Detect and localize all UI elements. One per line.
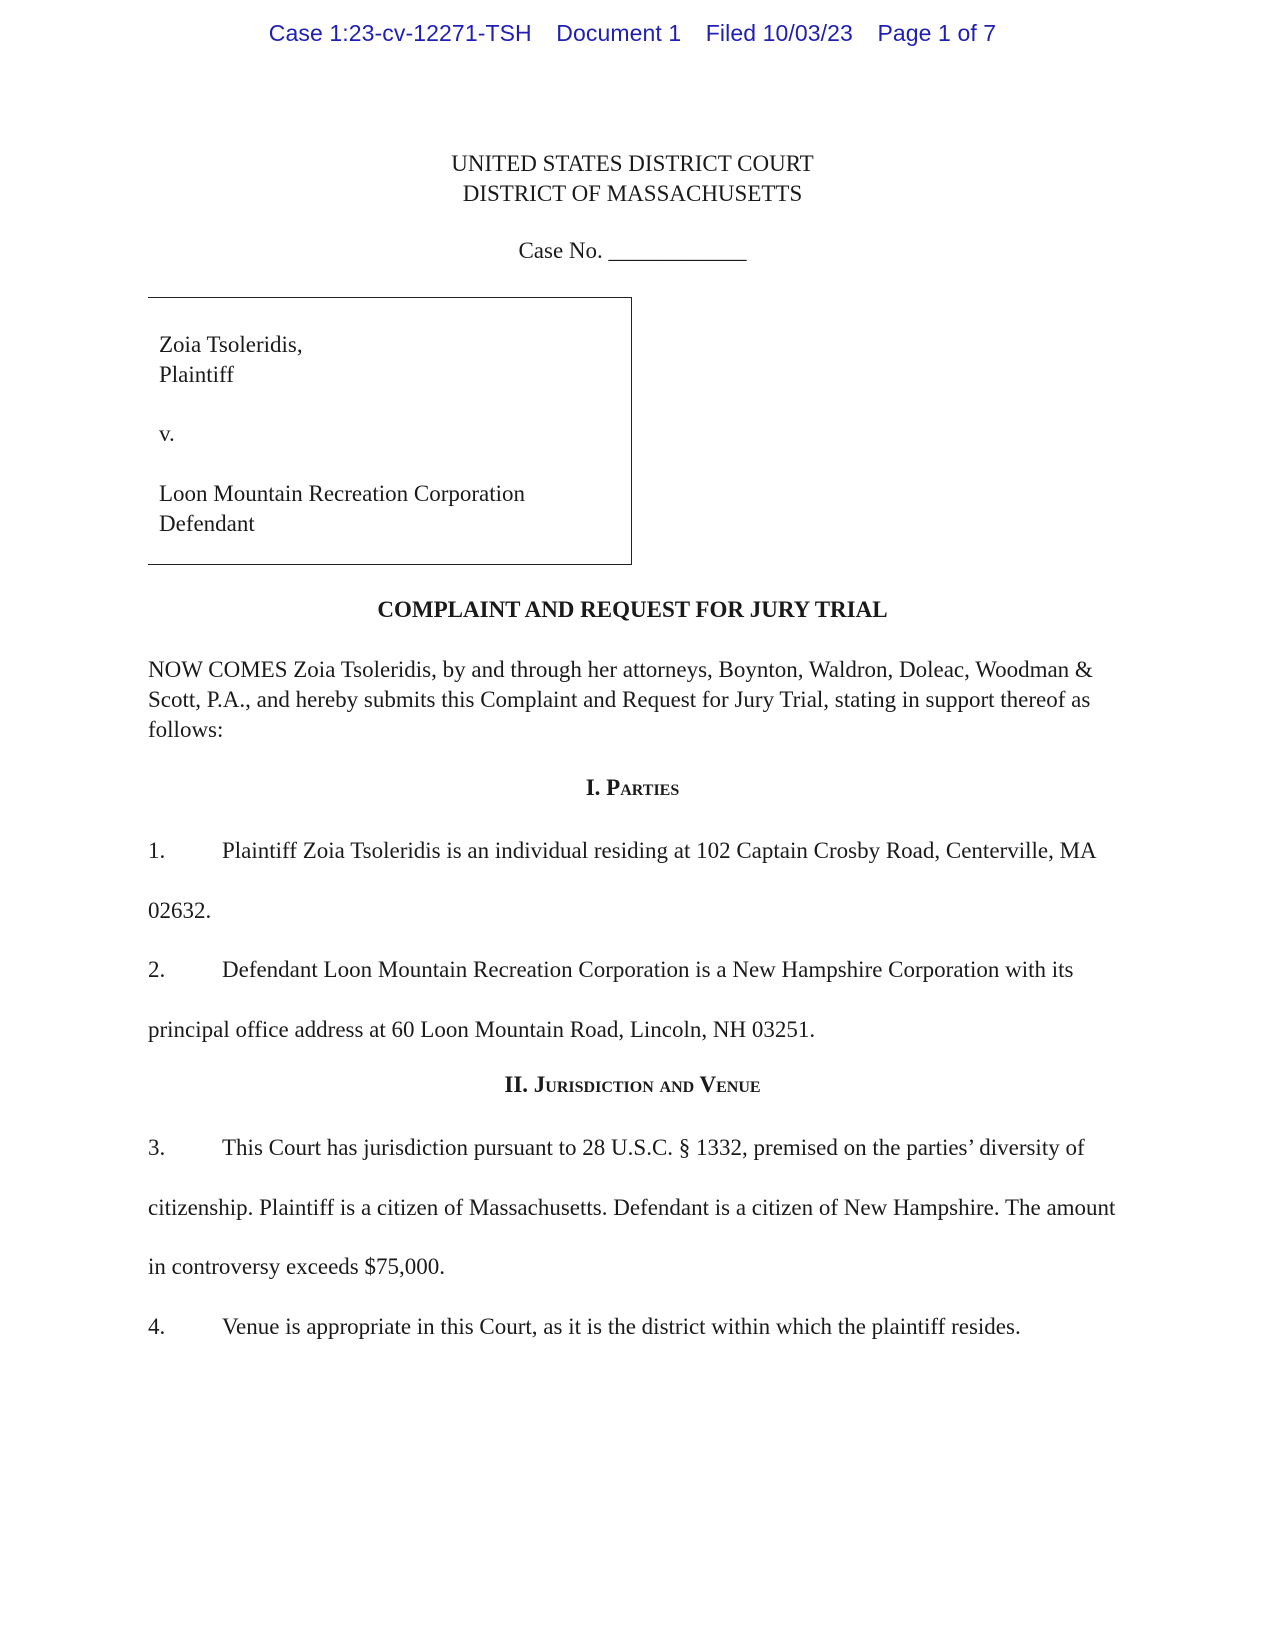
case-number-stamp: Case 1:23-cv-12271-TSH	[268, 20, 532, 46]
paragraph-number: 1.	[148, 838, 166, 863]
numbered-paragraph	[148, 821, 1128, 940]
intro-paragraph: NOW COMES Zoia Tsoleridis, by and through her attorneys, Boynton, Waldron, Doleac, Woodman & Scott, P.A., and hereby submits this Complaint and Request for Jury Trial, stating in support thereof as follows:	[148, 657, 1093, 742]
section-heading-jurisdiction: II. Jurisdiction and Venue	[504, 1072, 761, 1097]
plaintiff-name: Zoia Tsoleridis,	[159, 332, 303, 357]
caption-versus: v.	[159, 421, 175, 446]
court-heading	[0, 149, 1265, 209]
document-number-stamp: Document 1	[556, 20, 682, 46]
paragraph-number: 2.	[148, 957, 166, 982]
page-count-stamp: Page 1 of 7	[877, 20, 997, 46]
paragraph-text: Defendant Loon Mountain Recreation Corporation is a New Hampshire Corporation with its principal office address at 60 Loon Mountain Road, Lincoln, NH 03251.	[148, 957, 1074, 1042]
paragraph-text: Plaintiff Zoia Tsoleridis is an individual residing at 102 Captain Crosby Road, Centerville, MA 02632.	[148, 838, 1096, 923]
section-heading-parties: I. Parties	[585, 775, 680, 800]
paragraph-number: 3.	[148, 1135, 166, 1160]
ecf-filing-header	[0, 20, 1265, 47]
caption-defendant	[159, 479, 525, 539]
defendant-role: Defendant	[159, 511, 255, 536]
paragraph-text: This Court has jurisdiction pursuant to 28 U.S.C. § 1332, premised on the parties’ diversity of citizenship. Plaintiff is a citizen of Massachusetts. Defendant is a citizen of New Hampshire. The amount in controversy exceeds $75,000.	[148, 1135, 1116, 1279]
paragraph-text: Venue is appropriate in this Court, as it is the district within which the plaintiff resides.	[222, 1314, 1021, 1339]
defendant-name: Loon Mountain Recreation Corporation	[159, 481, 526, 506]
case-caption-box	[148, 297, 632, 565]
numbered-paragraph	[148, 1118, 1128, 1297]
caption-plaintiff	[159, 330, 303, 390]
filed-date-stamp: Filed 10/03/23	[705, 20, 853, 46]
court-name: UNITED STATES DISTRICT COURT	[451, 151, 814, 176]
case-number-line: Case No. ____________	[518, 238, 747, 263]
numbered-paragraph	[148, 1297, 1128, 1357]
document-title: COMPLAINT AND REQUEST FOR JURY TRIAL	[377, 597, 888, 622]
numbered-paragraph	[148, 940, 1128, 1059]
paragraph-number: 4.	[148, 1314, 166, 1339]
plaintiff-role: Plaintiff	[159, 362, 234, 387]
court-district: DISTRICT OF MASSACHUSETTS	[462, 181, 803, 206]
